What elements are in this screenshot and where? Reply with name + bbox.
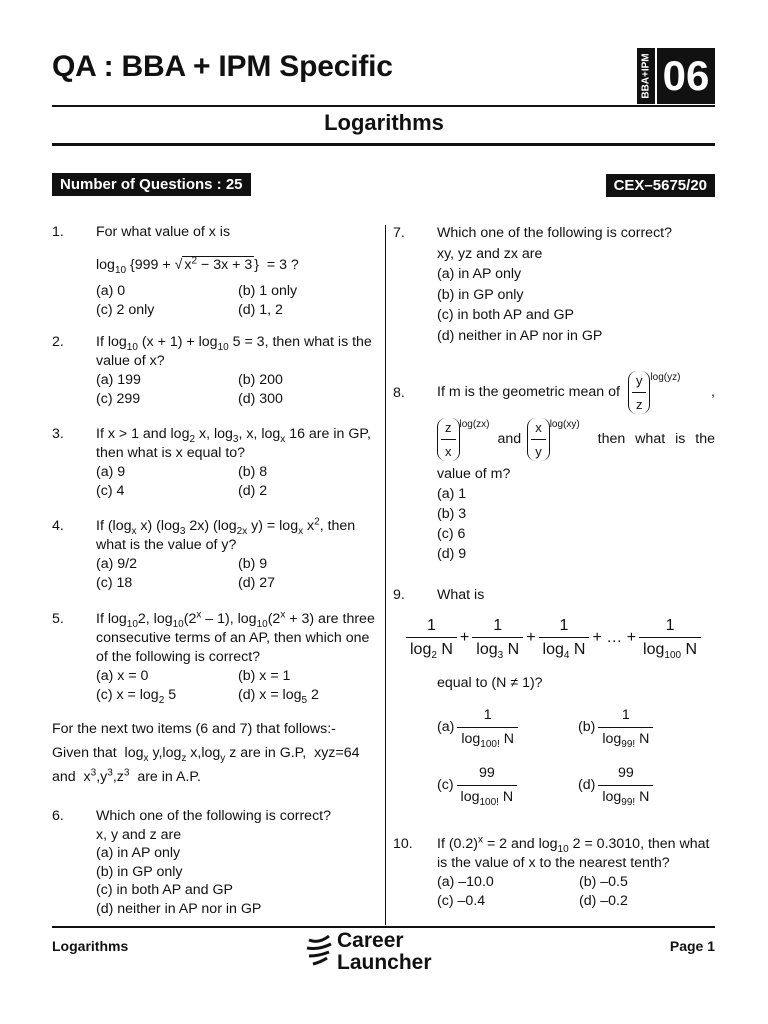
q9-option-d: (d) $\frac{99}{\log_{99!} N}$: [578, 764, 656, 807]
q9-option-b: (b) $\frac{1}{\log_{99!} N}$: [578, 706, 656, 749]
q1-equation: $\log_{10} \{999$ + √ $x^2 - 3x + 3$ } = 3 ?: [96, 255, 299, 276]
paper-code-label: CEX–5675/20: [606, 174, 715, 197]
q9-series: $\frac{1}{\log_2 N}$ + $\frac{1}{\log_3 N}$ + $\frac{1}{\log_4 N}$ + … + $\frac{1}{\log_{100} N}$: [403, 616, 704, 659]
header-rule: [52, 105, 715, 107]
badge-vertical: BBA+IPM: [637, 48, 655, 104]
subject-rule: [52, 143, 715, 146]
subject-title: Logarithms: [324, 110, 444, 135]
page-number: Page 1: [669, 938, 715, 954]
chapter-number-badge: 06: [657, 48, 715, 104]
launcher-swoosh-icon: [305, 930, 337, 970]
questions-count-label: Number of Questions : 25: [52, 173, 251, 196]
document-title: QA : BBA + IPM Specific: [52, 50, 393, 83]
q9-option-c: (c) $\frac{99}{\log_{100!} N}$: [437, 764, 520, 807]
q9-option-a: (a) $\frac{1}{\log_{100!} N}$: [437, 706, 521, 749]
footer-rule: [52, 926, 715, 928]
column-divider: [385, 225, 386, 925]
passage-6-7: For the next two items (6 and 7) that follows:- Given that $\log_x y,\log_z$ $x,\log_y$ z are in G.P, xyz=64 and $x^3,y^3,z^3$ are in A.P.: [52, 721, 360, 785]
footer-subject: Logarithms: [52, 938, 129, 954]
career-launcher-logo: Career Launcher: [305, 930, 475, 976]
